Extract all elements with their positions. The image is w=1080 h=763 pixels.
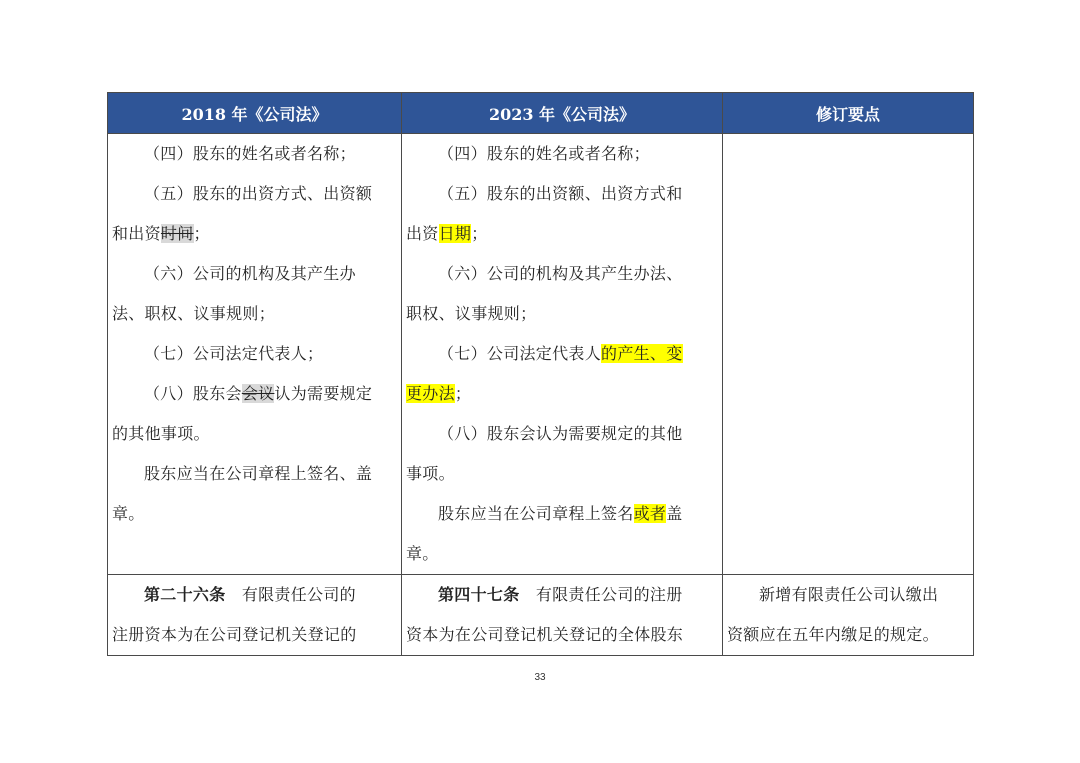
text-run: 认为需要规定	[274, 384, 373, 403]
cell-2023-text	[402, 134, 723, 575]
cell-revision-note	[723, 575, 974, 656]
clause-text: （八）股东会认为需要规定的其他	[438, 424, 683, 443]
clause-text: 章。	[406, 544, 439, 563]
text-run: （七）公司法定代表人	[438, 344, 602, 363]
comparison-table	[107, 92, 974, 656]
header-row	[108, 93, 974, 134]
cell-2023-text	[402, 575, 723, 656]
clause-text: 章。	[112, 504, 145, 523]
highlighted-text: 或者	[633, 504, 667, 523]
page-number: 33	[534, 672, 546, 683]
clause-text	[112, 374, 397, 414]
text-run: （八）股东会	[144, 384, 242, 403]
header-revision-points: 修订要点	[723, 93, 974, 134]
article-number: 第四十七条	[438, 585, 520, 604]
table-row	[108, 134, 974, 575]
clause-text: 资本为在公司登记机关登记的全体股东	[406, 625, 684, 644]
clause-text	[406, 214, 718, 254]
clause-text	[406, 494, 718, 534]
text-run: ；	[454, 384, 472, 403]
cell-2018-text	[108, 134, 402, 575]
clause-text: （四）股东的姓名或者名称；	[438, 144, 650, 163]
note-text: 资额应在五年内缴足的规定。	[727, 625, 939, 644]
text-run: 股东应当在公司章程上签名	[438, 504, 634, 523]
clause-text: 注册资本为在公司登记机关登记的	[112, 625, 357, 644]
cell-revision-note	[723, 134, 974, 575]
text-run: 盖	[666, 504, 683, 523]
deleted-text: 时间	[160, 224, 194, 243]
cell-2018-text	[108, 575, 402, 656]
clause-text	[112, 214, 397, 254]
deleted-text: 会议	[241, 384, 275, 403]
clause-text: 职权、议事规则；	[406, 304, 537, 323]
clause-text: 的其他事项。	[112, 424, 210, 443]
header-2018: 2018 年《公司法》	[108, 93, 402, 134]
text-run: ；	[471, 224, 488, 243]
clause-text: 法、职权、议事规则；	[112, 304, 276, 323]
text-run: 和出资	[112, 224, 161, 243]
table-row	[108, 575, 974, 656]
clause-text: （六）公司的机构及其产生办	[144, 264, 356, 283]
header-2023: 2023 年《公司法》	[402, 93, 723, 134]
clause-text	[406, 334, 718, 374]
note-text: 新增有限责任公司认缴出	[759, 585, 939, 604]
highlighted-text: 更办法	[406, 384, 455, 403]
article-number: 第二十六条	[144, 585, 226, 604]
clause-text: （五）股东的出资额、出资方式和	[438, 184, 683, 203]
text-run: 有限责任公司的注册	[519, 585, 683, 604]
clause-text: （四）股东的姓名或者名称；	[144, 144, 356, 163]
clause-text	[112, 575, 397, 615]
highlighted-text: 的产生、变	[601, 344, 683, 363]
highlighted-text: 日期	[438, 224, 472, 243]
clause-text	[406, 374, 718, 414]
clause-text: 股东应当在公司章程上签名、盖	[144, 464, 373, 483]
clause-text	[406, 575, 718, 615]
clause-text: （五）股东的出资方式、出资额	[144, 184, 373, 203]
text-run: ；	[193, 224, 210, 243]
text-run: 出资	[406, 224, 439, 243]
clause-text: （六）公司的机构及其产生办法、	[438, 264, 683, 283]
text-run: 有限责任公司的	[225, 585, 356, 604]
clause-text: 事项。	[406, 464, 455, 483]
clause-text: （七）公司法定代表人；	[144, 344, 324, 363]
